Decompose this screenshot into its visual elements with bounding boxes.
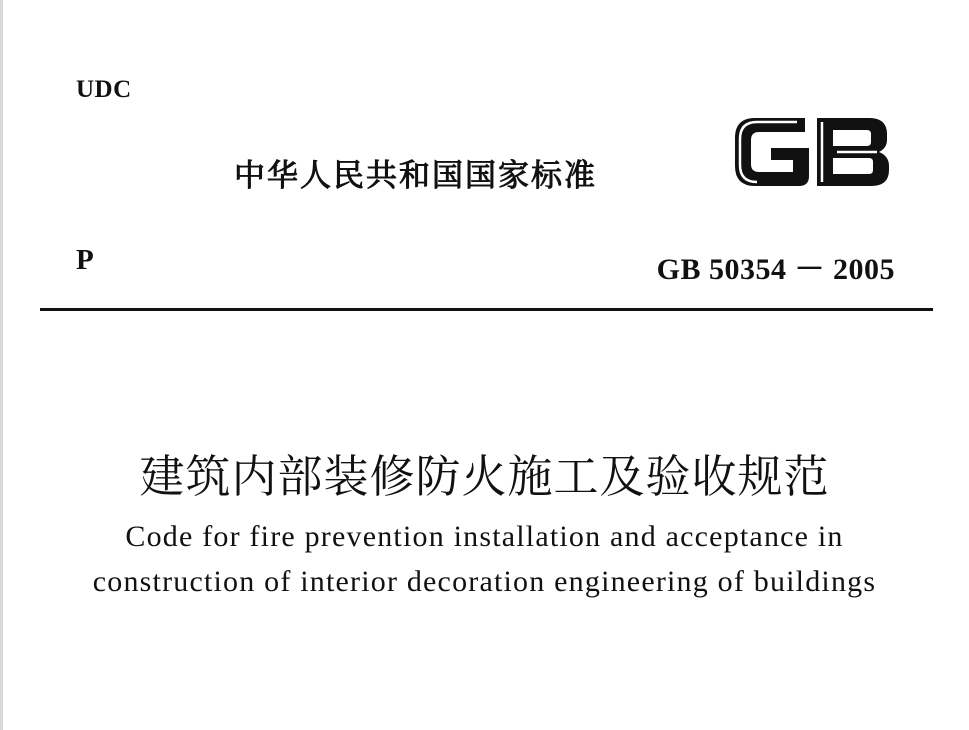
page-left-edge: [0, 0, 3, 730]
udc-label: UDC: [76, 76, 132, 103]
english-title-line-2: construction of interior decoration engineering of buildings: [92, 565, 877, 598]
header-divider: [40, 308, 933, 311]
national-standard-heading: 中华人民共和国国家标准: [234, 158, 597, 194]
gb-logo-g: [735, 118, 809, 186]
chinese-title: 建筑内部装修防火施工及验收规范: [139, 450, 830, 503]
gb-logo: [727, 108, 897, 194]
english-title-line-1: Code for fire prevention installation and acceptance in: [125, 520, 844, 553]
standard-number: GB 50354 － 2005: [656, 253, 895, 286]
classification-code: P: [76, 244, 94, 276]
